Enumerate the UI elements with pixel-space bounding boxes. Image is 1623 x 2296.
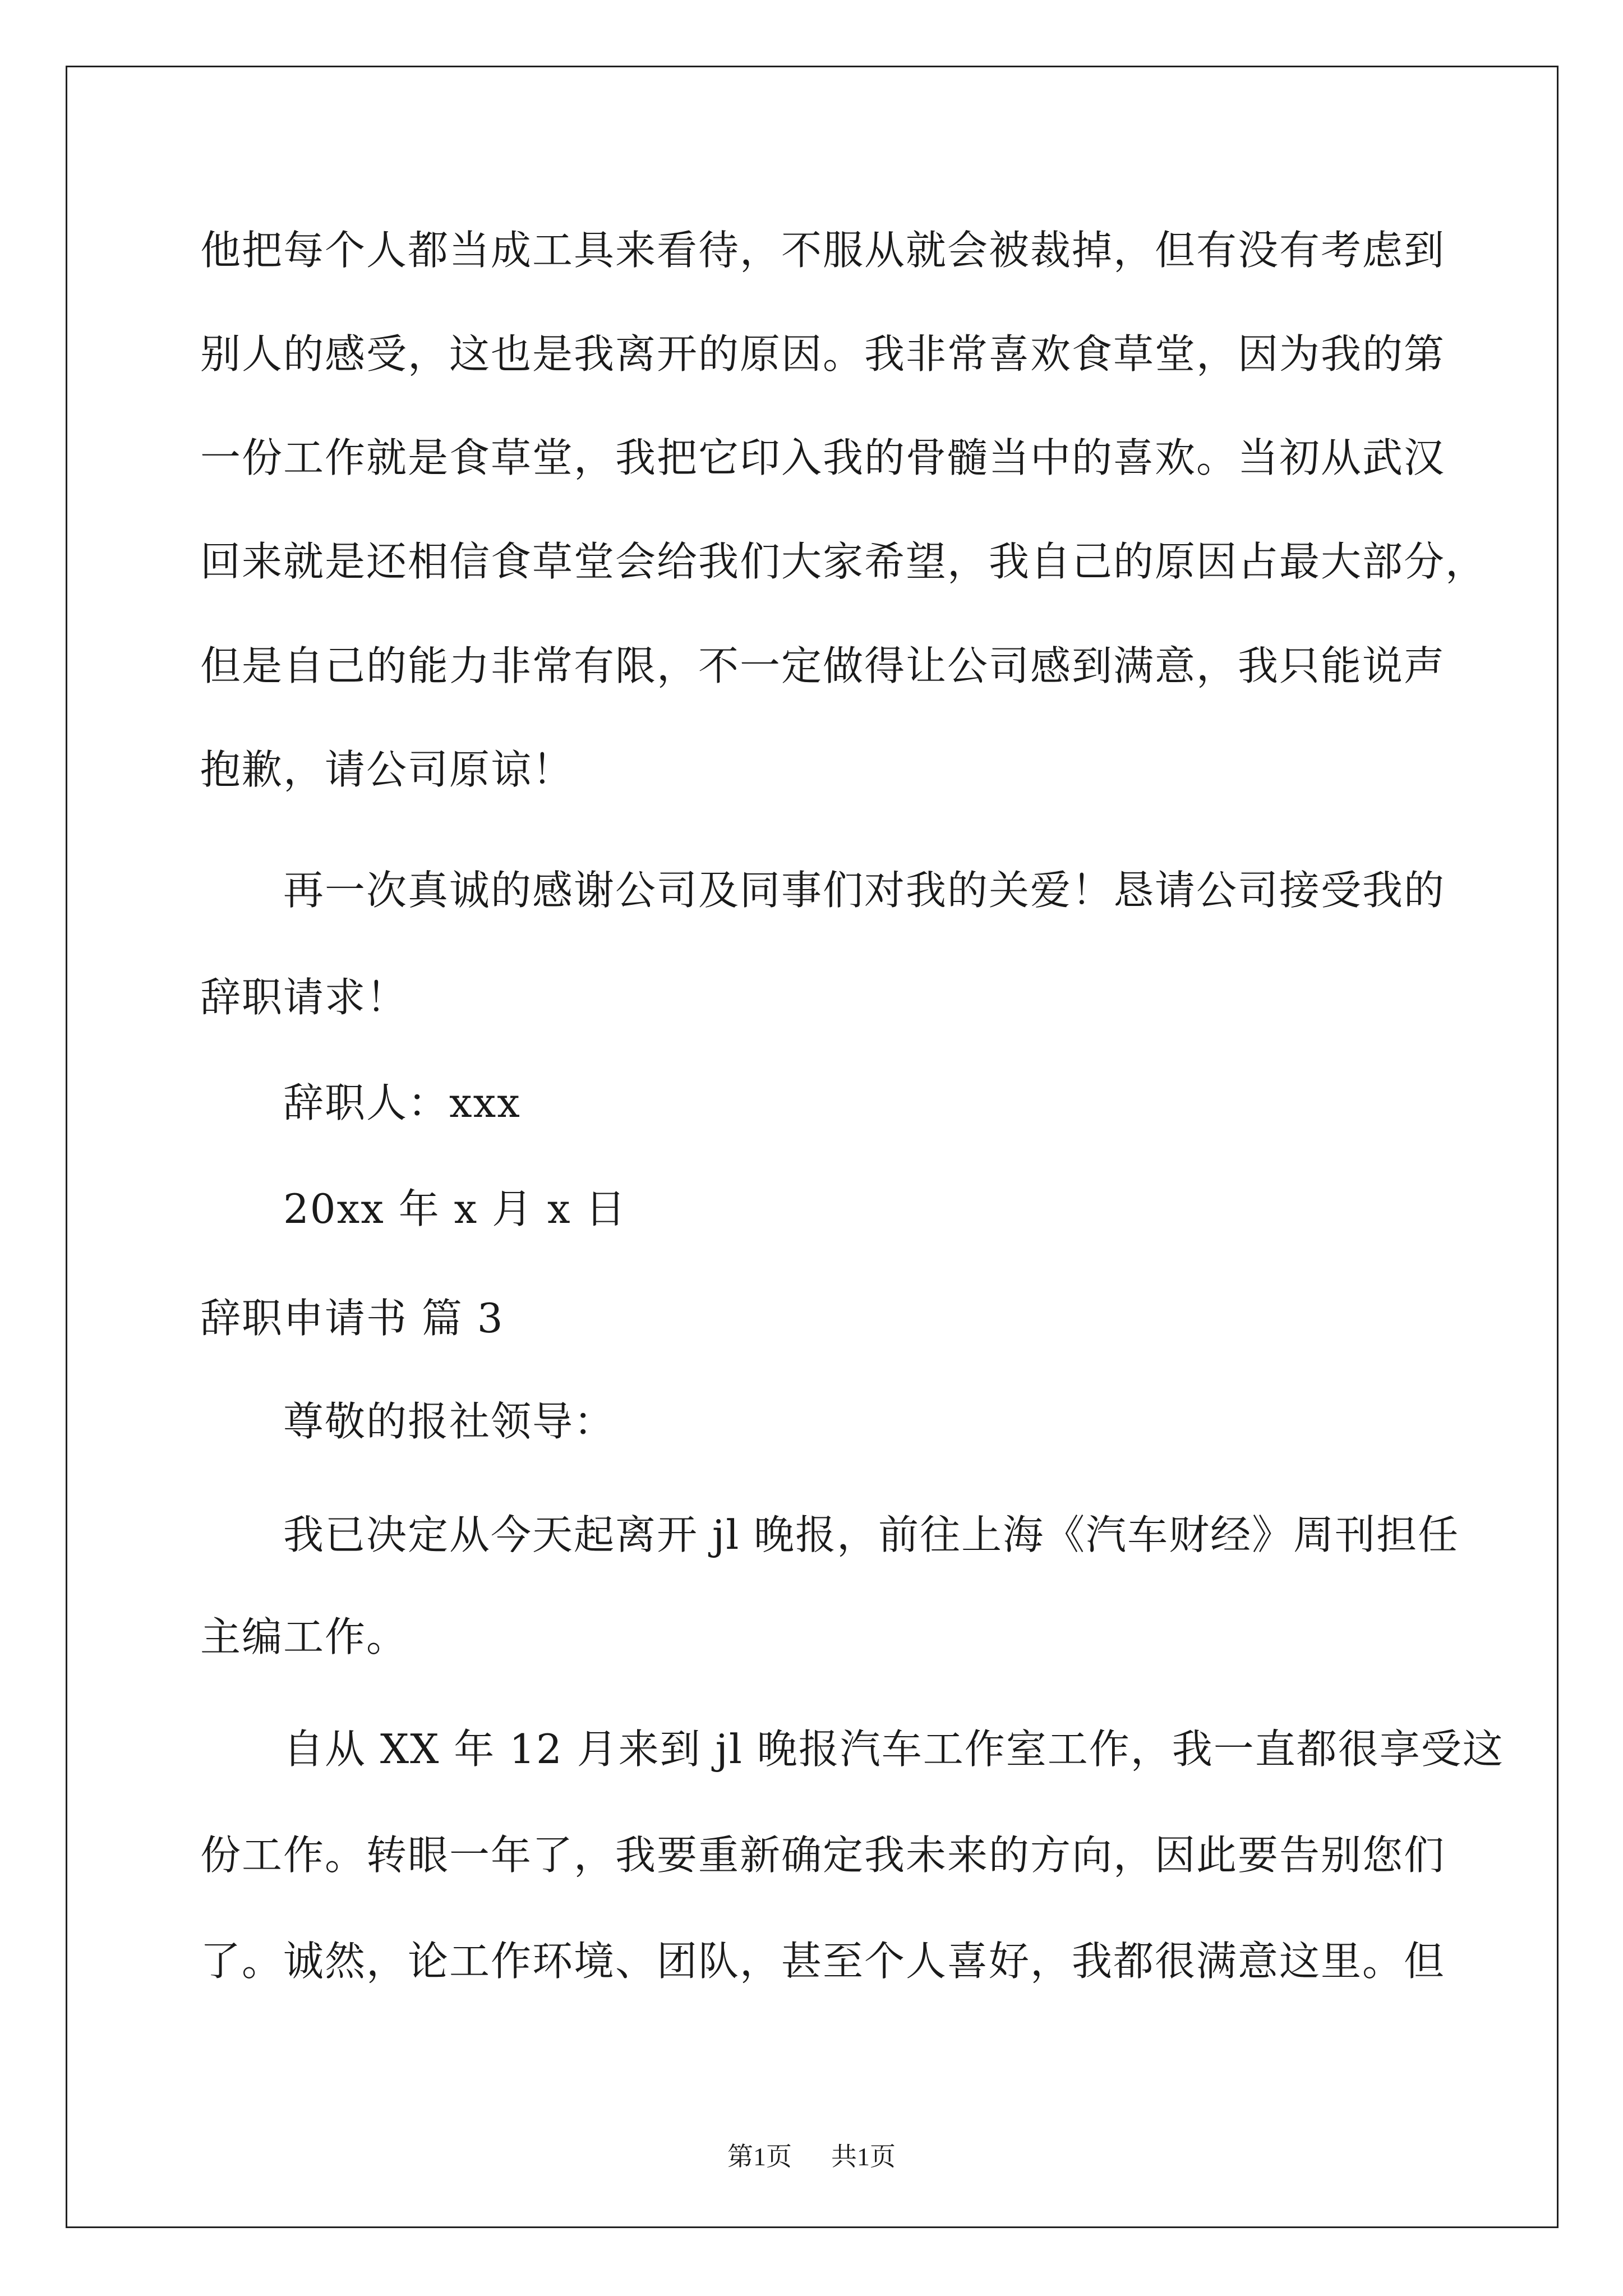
text-line: 自从 XX 年 12 月来到 jl 晚报汽车工作室工作，我一直都很享受这 xyxy=(283,1726,1504,1773)
page-number: 第1页 xyxy=(727,2142,792,2171)
page-border xyxy=(66,66,1559,2228)
text-line: 辞职请求！ xyxy=(200,974,408,1021)
text-line: 一份工作就是食草堂，我把它印入我的骨髓当中的喜欢。当初从武汉 xyxy=(200,434,1446,481)
salutation: 尊敬的报社领导： xyxy=(283,1398,616,1445)
text-line: 别人的感受，这也是我离开的原因。我非常喜欢食草堂，因为我的第 xyxy=(200,330,1446,378)
page-total: 共1页 xyxy=(831,2142,896,2171)
text-line: 了。诚然，论工作环境、团队，甚至个人喜好，我都很满意这里。但 xyxy=(200,1938,1446,1985)
text-line: 但是自己的能力非常有限，不一定做得让公司感到满意，我只能说声 xyxy=(200,642,1446,689)
text-line: 回来就是还相信食草堂会给我们大家希望，我自己的原因占最大部分， xyxy=(200,538,1487,585)
text-line: 份工作。转眼一年了，我要重新确定我未来的方向，因此要告别您们 xyxy=(200,1832,1446,1879)
text-line: 抱歉，请公司原谅！ xyxy=(200,746,574,793)
page-footer xyxy=(0,2140,1623,2174)
signature-line: 辞职人：xxx xyxy=(283,1079,521,1126)
text-line: 他把每个人都当成工具来看待，不服从就会被裁掉，但有没有考虑到 xyxy=(200,227,1446,274)
text-line: 我已决定从今天起离开 jl 晚报，前往上海《汽车财经》周刊担任 xyxy=(283,1511,1460,1558)
section-heading: 辞职申请书 篇 3 xyxy=(200,1295,504,1342)
date-line: 20xx 年 x 月 x 日 xyxy=(283,1185,627,1232)
text-line: 主编工作。 xyxy=(200,1613,408,1660)
text-line: 再一次真诚的感谢公司及同事们对我的关爱！恳请公司接受我的 xyxy=(283,867,1446,914)
